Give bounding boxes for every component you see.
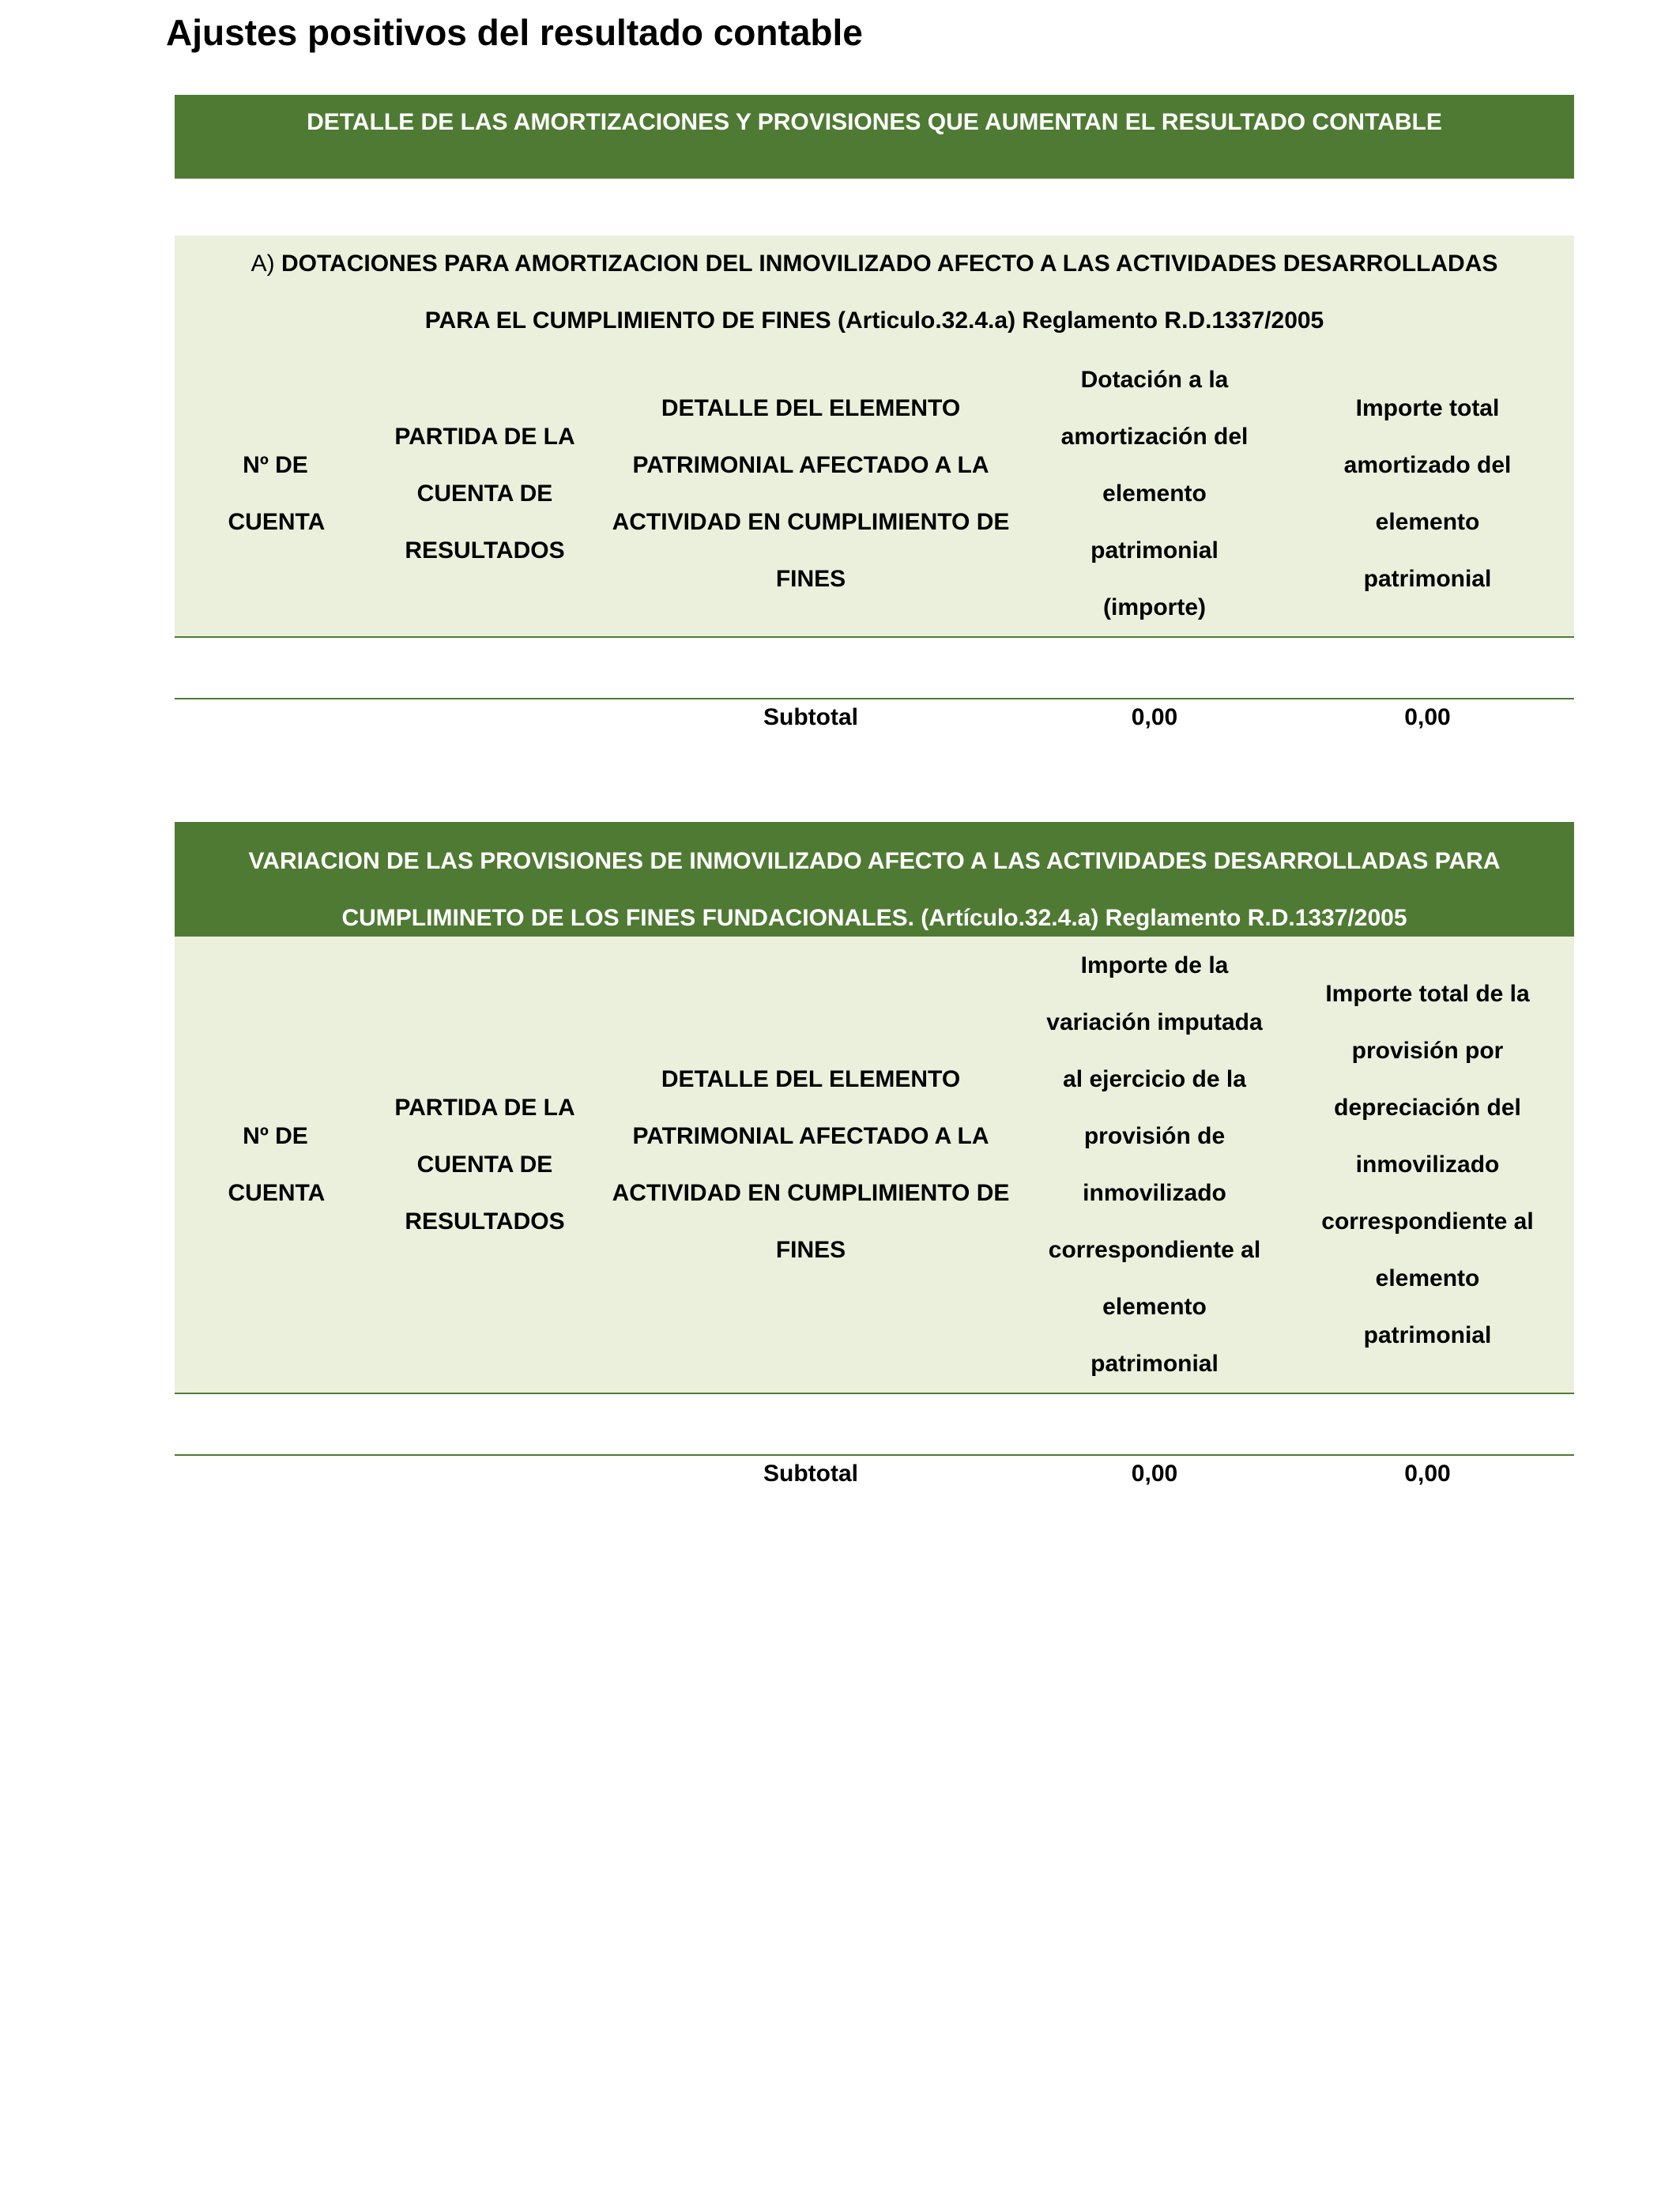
subtotal-value-total-amortized: 0,00	[1404, 704, 1451, 730]
subtotal-label: Subtotal	[763, 704, 858, 730]
main-banner: DETALLE DE LAS AMORTIZACIONES Y PROVISIONES QUE AUMENTAN EL RESULTADO CONTABLE	[175, 95, 1574, 179]
section-b-subtotal-row	[175, 1452, 1574, 1496]
col-header-total-amortized: Importe total amortizado del elemento patrimonial	[1343, 395, 1512, 592]
section-a-rule-top	[175, 636, 1574, 638]
section-a-header-row	[175, 351, 1574, 637]
col-header-asset-detail: DETALLE DEL ELEMENTO PATRIMONIAL AFECTADO A LA ACTIVIDAD EN CUMPLIMIENTO DE FINES	[612, 395, 1010, 592]
section-b-header-row	[175, 937, 1574, 1393]
subtotal-label: Subtotal	[763, 1461, 858, 1487]
col-header-asset-detail: DETALLE DEL ELEMENTO PATRIMONIAL AFECTADO A LA ACTIVIDAD EN CUMPLIMIENTO DE FINES	[612, 1065, 1010, 1263]
col-header-amortization-amount: Dotación a la amortización del elemento patrimonial (importe)	[1060, 367, 1249, 620]
section-b-title-line1: VARIACION DE LAS PROVISIONES DE INMOVILIZADO AFECTO A LAS ACTIVIDADES DESARROLLADAS PARA	[248, 848, 1501, 874]
col-header-total-provision: Importe total de la provisión por depreciación del inmovilizado correspondiente al elemento patrimonial	[1321, 980, 1534, 1348]
col-header-results-item: PARTIDA DE LA CUENTA DE RESULTADOS	[394, 1094, 575, 1235]
col-header-account-number: Nº DE CUENTA	[228, 452, 326, 535]
section-a-title-line2: PARA EL CUMPLIMIENTO DE FINES (Articulo.32.4.a) Reglamento R.D.1337/2005	[424, 307, 1324, 334]
section-a-prefix: A)	[250, 251, 275, 277]
col-header-account-number: Nº DE CUENTA	[228, 1122, 326, 1206]
subtotal-value-total-provision: 0,00	[1404, 1461, 1451, 1487]
section-a-subtotal-row	[175, 696, 1574, 740]
section-b-title-line2: CUMPLIMINETO DE LOS FINES FUNDACIONALES. (Artículo.32.4.a) Reglamento R.D.1337/2005	[341, 905, 1407, 931]
section-a-title-line1	[175, 236, 1574, 292]
subtotal-value-provision-variation: 0,00	[1131, 1461, 1178, 1487]
page-title: Ajustes positivos del resultado contable	[166, 12, 863, 53]
section-a-title	[175, 236, 1574, 351]
col-header-results-item: PARTIDA DE LA CUENTA DE RESULTADOS	[394, 424, 575, 564]
section-b-rule-top	[175, 1393, 1574, 1394]
section-b-title	[175, 822, 1574, 937]
subtotal-value-amortization: 0,00	[1131, 704, 1178, 730]
col-header-provision-variation: Importe de la variación imputada al ejercicio de la provisión de inmovilizado correspondiente al elemento patrimonial	[1046, 952, 1263, 1377]
section-a-title-text: DOTACIONES PARA AMORTIZACION DEL INMOVILIZADO AFECTO A LAS ACTIVIDADES DESARROLLADAS	[281, 251, 1498, 277]
